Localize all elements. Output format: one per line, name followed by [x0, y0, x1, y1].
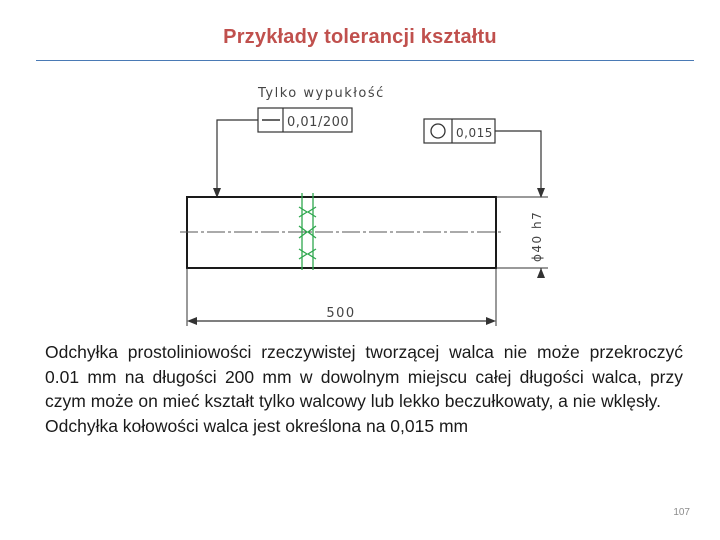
roundness-symbol-icon — [431, 124, 445, 138]
body-text — [45, 340, 683, 438]
page-number: 107 — [673, 507, 690, 518]
diameter-label: ϕ40 h7 — [530, 210, 544, 262]
roundness-description: Odchyłka kołowości walca jest określona na 0,015 mm — [45, 415, 469, 436]
straightness-description: Odchyłka prostoliniowości rzeczywistej tworzącej walca nie może przekroczyć 0.01 mm na długości 200 mm w dowolnym miejscu całej długości walca, przy czym może on mieć kształt tylko walcowy lub lekko beczułkowaty, a nie wklęsły. — [45, 342, 683, 411]
annotation-label: Tylko wypukłość — [258, 86, 385, 101]
roundness-tolerance-frame — [424, 119, 495, 143]
dimension-arrow-left-icon — [187, 317, 197, 325]
slide-title: Przykłady tolerancji kształtu — [223, 26, 497, 48]
roundness-value: 0,015 — [456, 126, 493, 140]
straightness-value: 0,01/200 — [287, 115, 350, 130]
length-label: 500 — [326, 306, 356, 321]
straightness-leader — [217, 120, 258, 188]
straightness-tolerance-frame — [258, 108, 352, 132]
cylinder-outline — [187, 197, 496, 268]
roundness-leader — [495, 131, 541, 188]
measurement-section-marks — [299, 193, 316, 270]
dimension-arrow-right-icon — [486, 317, 496, 325]
